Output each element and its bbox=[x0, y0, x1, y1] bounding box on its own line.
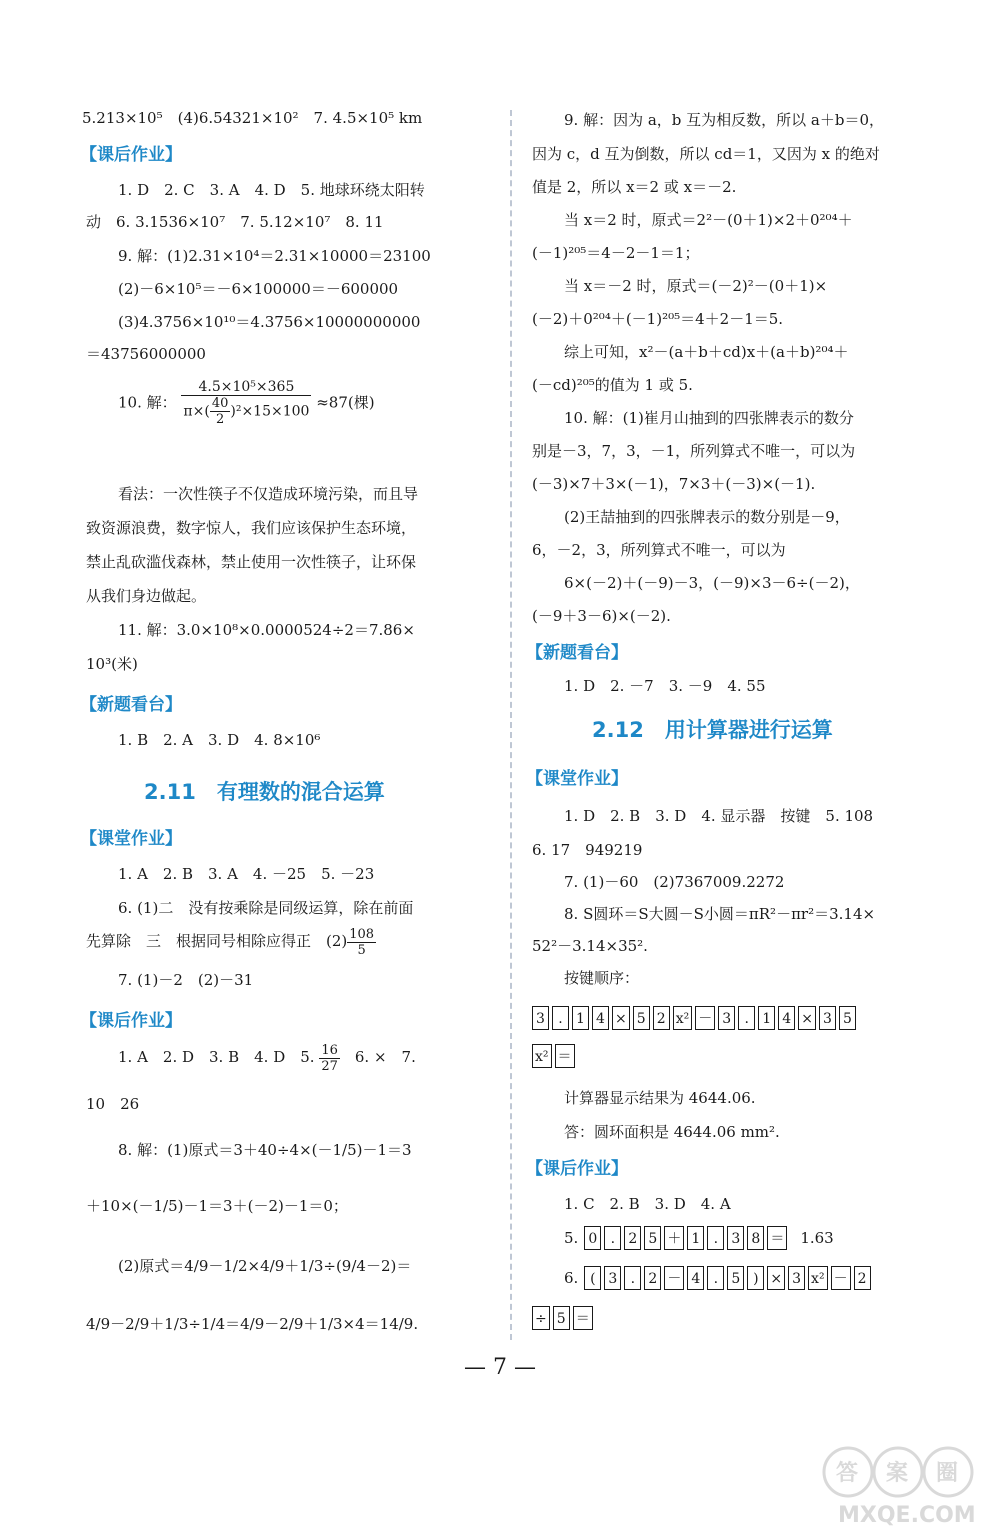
text-line: 1. D 2. －7 3. －9 4. 55 bbox=[564, 677, 766, 695]
text-line: 52²－3.14×35². bbox=[532, 937, 648, 955]
calculator-key: 5 bbox=[644, 1226, 661, 1250]
denominator: 5 bbox=[357, 942, 366, 958]
section-heading-2-11: 2.11 有理数的混合运算 bbox=[144, 780, 385, 804]
text-line: 1. D 2. B 3. D 4. 显示器 按键 5. 108 bbox=[564, 807, 874, 825]
key-group bbox=[584, 1268, 873, 1287]
section-tag-kehou: 【课后作业】 bbox=[80, 145, 182, 165]
question-label: 6. bbox=[564, 1269, 579, 1287]
q10-numerator: 4.5×10⁵×365 bbox=[181, 380, 311, 396]
calculator-key: 1 bbox=[572, 1006, 589, 1030]
calculator-key: × bbox=[612, 1006, 630, 1030]
watermark-logo bbox=[808, 1440, 988, 1530]
text-line: 9. 解：(1)2.31×10⁴＝2.31×10000＝23100 bbox=[118, 247, 431, 265]
calculator-key: 3 bbox=[532, 1006, 549, 1030]
calculator-key: 5 bbox=[727, 1266, 744, 1290]
result-value: 1.63 bbox=[800, 1229, 834, 1247]
calculator-key: . bbox=[707, 1266, 724, 1290]
text-line: 1. D 2. C 3. A 4. D 5. 地球环绕太阳转 bbox=[118, 181, 425, 199]
calculator-key: ) bbox=[747, 1266, 764, 1290]
calculator-key: . bbox=[552, 1006, 569, 1030]
numerator: 108 bbox=[349, 926, 375, 942]
text-line: (2)－6×10⁵＝－6×100000＝－600000 bbox=[118, 280, 399, 298]
calculator-key: ＋ bbox=[664, 1226, 684, 1250]
page-number: — 7 — bbox=[464, 1355, 536, 1380]
text-line: 当 x＝2 时，原式＝2²－(0＋1)×2＋0²⁰⁴＋ bbox=[564, 211, 853, 229]
text-line: (2)原式＝4/9－1/2×4/9＋1/3÷(9/4－2)＝ bbox=[118, 1257, 412, 1275]
text-line: (2)王喆抽到的四张牌表示的数分别是－9， bbox=[564, 508, 850, 526]
text-line: (－cd)²⁰⁵的值为 1 或 5. bbox=[532, 376, 693, 394]
text-line: 1. B 2. A 3. D 4. 8×10⁶ bbox=[118, 731, 321, 749]
calculator-key: . bbox=[604, 1226, 621, 1250]
column-divider bbox=[510, 110, 512, 1340]
svg-text:圈: 圈 bbox=[936, 1461, 959, 1486]
calculator-key: 1 bbox=[687, 1226, 704, 1250]
calculator-key: 5 bbox=[839, 1006, 856, 1030]
calculator-key: 4 bbox=[592, 1006, 609, 1030]
calculator-key: 5 bbox=[553, 1306, 570, 1330]
section-tag-xinti: 【新题看台】 bbox=[80, 695, 182, 715]
q10-denominator: π×( $\frac{40}{2}$ )²×15×100 bbox=[183, 396, 310, 427]
q10-formula bbox=[86, 380, 375, 427]
section-tag-xinti: 【新题看台】 bbox=[526, 643, 628, 663]
key-sequence-q5 bbox=[564, 1226, 834, 1250]
q10-prefix: 10. 解： bbox=[118, 393, 177, 412]
question-label: 5. bbox=[564, 1229, 579, 1247]
numerator: 16 bbox=[321, 1042, 338, 1058]
key-sequence-q6 bbox=[564, 1266, 874, 1290]
text-line: 9. 解：因为 a，b 互为相反数，所以 a＋b＝0， bbox=[564, 111, 885, 129]
text-line: 6，－2，3，所列算式不唯一，可以为 bbox=[532, 541, 786, 559]
calculator-key: － bbox=[664, 1266, 684, 1290]
text-line: 值是 2，所以 x＝2 或 x＝－2. bbox=[532, 178, 737, 196]
q10-result: ≈87(棵) bbox=[316, 393, 375, 412]
text-line: 10. 解：(1)崔月山抽到的四张牌表示的数分 bbox=[564, 409, 854, 427]
text-line: 答：圆环面积是 4644.06 mm². bbox=[564, 1123, 780, 1141]
text-line bbox=[86, 1042, 416, 1074]
text-line: 11. 解：3.0×10⁸×0.0000524÷2＝7.86× bbox=[118, 621, 415, 639]
text-line: 5.213×10⁵ (4)6.54321×10² 7. 4.5×10⁵ km bbox=[82, 109, 423, 127]
calculator-key: － bbox=[695, 1006, 715, 1030]
calculator-key: × bbox=[767, 1266, 785, 1290]
section-heading-2-12: 2.12 用计算器进行运算 bbox=[592, 718, 833, 742]
calculator-key: 4 bbox=[778, 1006, 795, 1030]
calculator-key: 3 bbox=[727, 1226, 744, 1250]
svg-text:案: 案 bbox=[886, 1461, 909, 1486]
q10-den-part: π× bbox=[183, 403, 205, 420]
text-line: 致资源浪费，数字惊人，我们应该保护生态环境， bbox=[86, 519, 417, 537]
text-line: 按键顺序： bbox=[564, 969, 640, 987]
text-segment: 1. A 2. D 3. B 4. D 5. bbox=[118, 1048, 315, 1066]
text-line: 10³(米) bbox=[86, 655, 138, 673]
calculator-key: . bbox=[738, 1006, 755, 1030]
text-line: 当 x＝－2 时，原式＝(－2)²－(0＋1)× bbox=[564, 277, 828, 295]
text-line: 1. A 2. B 3. A 4. －25 5. －23 bbox=[118, 865, 375, 883]
text-line: (－3)×7＋3×(－1)，7×3＋(－3)×(－1). bbox=[532, 475, 816, 493]
fraction bbox=[347, 927, 376, 958]
text-line bbox=[86, 926, 376, 958]
svg-text:答: 答 bbox=[836, 1461, 859, 1486]
text-line: 8. 解：(1)原式＝3＋40÷4×(－1/5)－1＝3 bbox=[118, 1141, 412, 1159]
key-sequence-q6-cont bbox=[532, 1306, 596, 1330]
fraction bbox=[319, 1043, 340, 1074]
q10-inner-num: 40 bbox=[211, 396, 229, 411]
calculator-key: － bbox=[831, 1266, 851, 1290]
calculator-key: × bbox=[798, 1006, 816, 1030]
calculator-key: . bbox=[707, 1226, 724, 1250]
text-line: 因为 c，d 互为倒数，所以 cd＝1，又因为 x 的绝对 bbox=[532, 145, 880, 163]
text-line: 10 26 bbox=[86, 1095, 140, 1113]
calculator-key: ＝ bbox=[573, 1306, 593, 1330]
text-line: (－1)²⁰⁵＝4－2－1＝1； bbox=[532, 244, 700, 262]
calculator-key: 2 bbox=[644, 1266, 661, 1290]
calculator-key: 2 bbox=[854, 1266, 871, 1290]
calculator-key: 8 bbox=[747, 1226, 764, 1250]
denominator: 27 bbox=[321, 1058, 338, 1074]
calculator-key: 3 bbox=[788, 1266, 805, 1290]
calculator-key: x² bbox=[673, 1006, 693, 1030]
key-sequence bbox=[532, 1044, 578, 1068]
text-line: 动 6. 3.1536×10⁷ 7. 5.12×10⁷ 8. 11 bbox=[86, 213, 384, 231]
text-line: (－9＋3－6)×(－2). bbox=[532, 607, 671, 625]
text-line: 别是－3，7，3，－1，所列算式不唯一，可以为 bbox=[532, 442, 856, 460]
q10-fraction bbox=[181, 380, 311, 427]
q10-inner-den: 2 bbox=[215, 412, 225, 427]
text-line: 1. C 2. B 3. D 4. A bbox=[564, 1195, 731, 1213]
text-line: (3)4.3756×10¹⁰＝4.3756×10000000000 bbox=[118, 313, 421, 331]
text-line: 4/9－2/9＋1/3÷1/4＝4/9－2/9＋1/3×4＝14/9. bbox=[86, 1315, 419, 1333]
calculator-key: 3 bbox=[819, 1006, 836, 1030]
text-line: 6×(－2)＋(－9)－3，(－9)×3－6÷(－2)， bbox=[564, 574, 860, 592]
key-sequence bbox=[532, 1006, 859, 1030]
calculator-key: 2 bbox=[624, 1226, 641, 1250]
text-line: (－2)＋0²⁰⁴＋(－1)²⁰⁵＝4＋2－1＝5. bbox=[532, 310, 784, 328]
key-group bbox=[584, 1228, 790, 1247]
text-segment: 6. × 7. bbox=[339, 1048, 416, 1066]
q10-den-part2: ²×15×100 bbox=[235, 403, 310, 420]
text-line: 看法：一次性筷子不仅造成环境污染，而且导 bbox=[118, 485, 419, 503]
section-tag-ketang: 【课堂作业】 bbox=[526, 769, 628, 789]
calculator-key: 0 bbox=[584, 1226, 601, 1250]
text-line: 6. 17 949219 bbox=[532, 841, 643, 859]
calculator-key: 2 bbox=[653, 1006, 670, 1030]
text-line: 8. S圆环＝S大圆－S小圆＝πR²－πr²＝3.14× bbox=[564, 905, 876, 923]
calculator-key: 3 bbox=[718, 1006, 735, 1030]
text-line: 7. (1)－60 (2)7367009.2272 bbox=[564, 873, 785, 891]
text-line: 禁止乱砍滥伐森林，禁止使用一次性筷子，让环保 bbox=[86, 553, 417, 571]
calculator-key: x² bbox=[532, 1044, 552, 1068]
calculator-key: x² bbox=[808, 1266, 828, 1290]
text-line: 6. (1)二 没有按乘除是同级运算，除在前面 bbox=[118, 899, 414, 917]
section-tag-kehou: 【课后作业】 bbox=[526, 1159, 628, 1179]
calculator-key: ÷ bbox=[532, 1306, 550, 1330]
text-line: ＋10×(－1/5)－1＝3＋(－2)－1＝0； bbox=[86, 1197, 348, 1215]
text-line: ＝43756000000 bbox=[86, 345, 206, 363]
calculator-key: ＝ bbox=[555, 1044, 575, 1068]
calculator-key: 5 bbox=[633, 1006, 650, 1030]
text-segment: 先算除 三 根据同号相除应得正 (2) bbox=[86, 932, 348, 950]
calculator-key: 4 bbox=[687, 1266, 704, 1290]
calculator-key: . bbox=[624, 1266, 641, 1290]
calculator-key: ( bbox=[584, 1266, 601, 1290]
calculator-key: ＝ bbox=[767, 1226, 787, 1250]
svg-text:MXQE.COM: MXQE.COM bbox=[838, 1503, 976, 1528]
section-tag-kehou: 【课后作业】 bbox=[80, 1011, 182, 1031]
calculator-key: 3 bbox=[604, 1266, 621, 1290]
text-line: 计算器显示结果为 4644.06. bbox=[564, 1089, 756, 1107]
section-tag-ketang: 【课堂作业】 bbox=[80, 829, 182, 849]
calculator-key: 1 bbox=[758, 1006, 775, 1030]
text-line: 7. (1)－2 (2)－31 bbox=[118, 971, 254, 989]
q10-inner-frac bbox=[210, 396, 231, 427]
text-line: 综上可知，x²－(a＋b＋cd)x＋(a＋b)²⁰⁴＋ bbox=[564, 343, 849, 361]
text-line: 从我们身边做起。 bbox=[86, 587, 207, 605]
